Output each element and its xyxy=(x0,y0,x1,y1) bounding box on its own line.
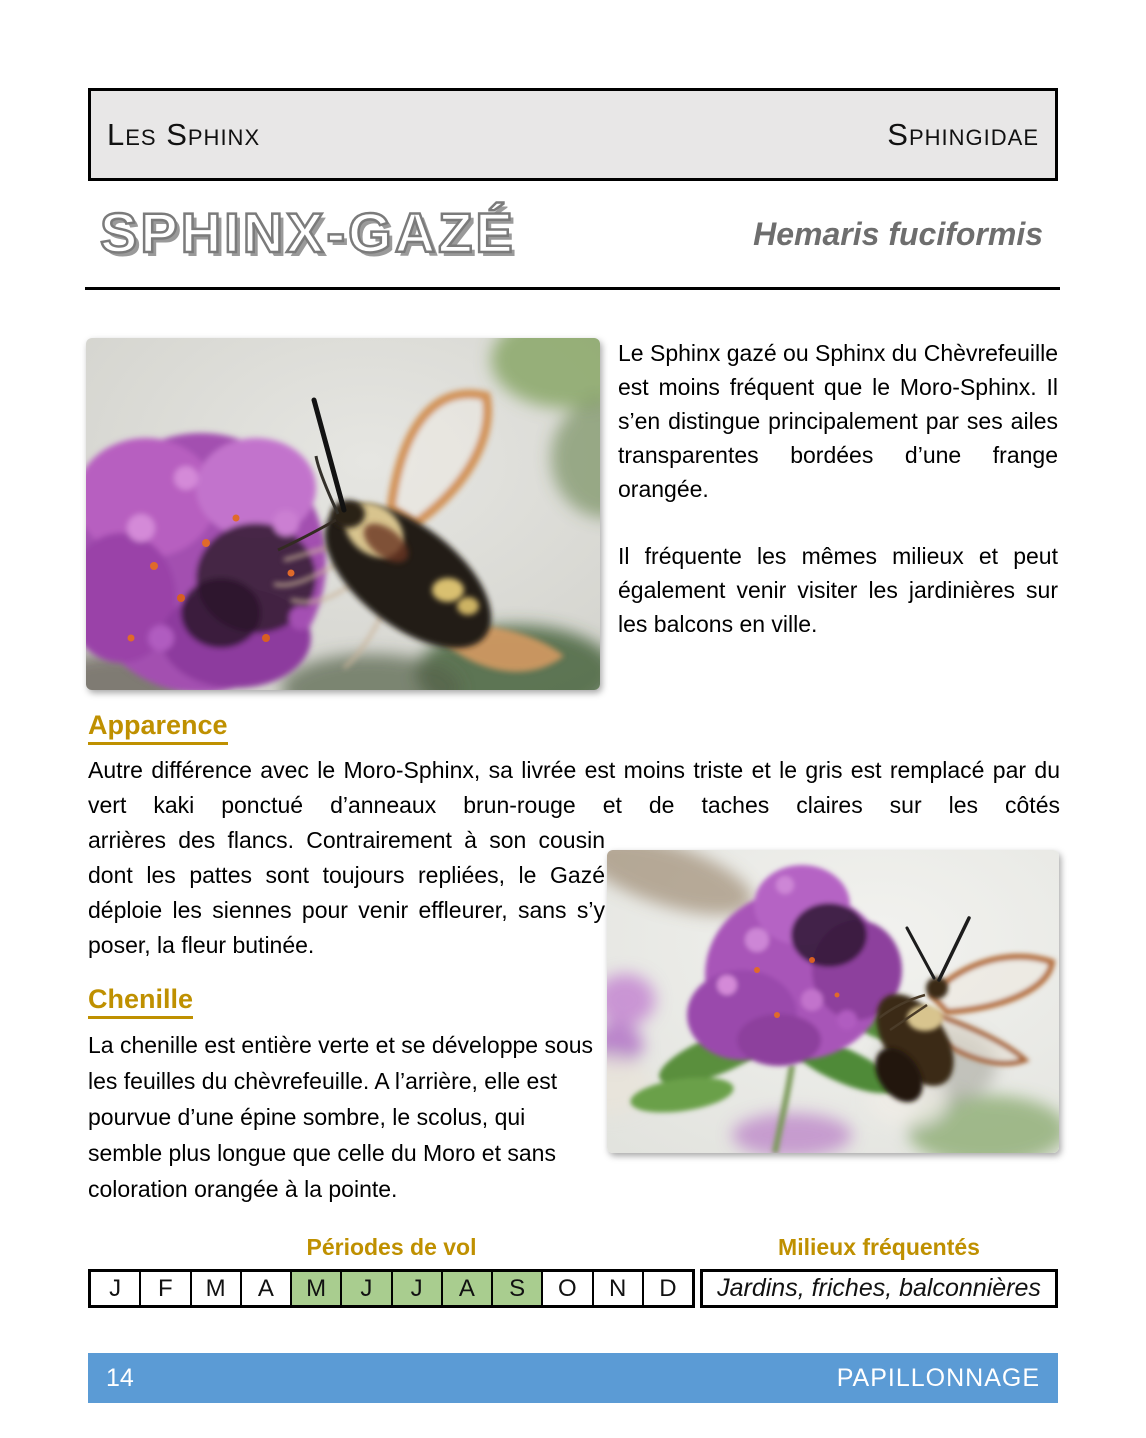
apparence-heading: Apparence xyxy=(88,710,228,745)
month-cell-dec: D xyxy=(659,1274,677,1302)
month-cell-sep: S xyxy=(493,1272,543,1305)
month-cell-jan: J xyxy=(91,1272,141,1305)
month-cell-mar: M xyxy=(192,1272,242,1305)
title-divider xyxy=(85,287,1060,290)
month-cell-aug: A xyxy=(443,1272,493,1305)
page-title: SPHINX-GAZÉ xyxy=(100,201,516,264)
apparence-paragraph-wrap: arrières des flancs. Contrairement à son cousin dont les pattes sont toujours repliées, le Gazé déploie les siennes pour venir effleurer, sans s’y poser, la fleur butinée. xyxy=(88,827,605,958)
month-cell-oct: O xyxy=(543,1272,593,1305)
footer-bar xyxy=(88,1353,1058,1403)
family-name-latin: Sphingidae xyxy=(887,116,1039,152)
publication-name: PAPILLONNAGE xyxy=(836,1363,1040,1392)
month-cell-may: M xyxy=(292,1272,342,1305)
section-chenille xyxy=(88,984,605,1207)
intro-paragraph-1: Le Sphinx gazé ou Sphinx du Chèvrefeuille est moins fréquent que le Moro-Sphinx. Il s’en distingue principalement par ses ailes transparentes bordées d’une frange orangée. xyxy=(618,340,1058,502)
habitat-value-cell: Jardins, friches, balconnières xyxy=(700,1269,1058,1308)
photo-moth-spread-wings-art xyxy=(607,850,1059,1153)
photo-moth-feeding-closeup xyxy=(86,338,600,690)
intro-paragraph-2: Il fréquente les mêmes milieux et peut également venir visiter les jardinières sur les balcons en ville. xyxy=(618,543,1058,637)
flight-period-label: Périodes de vol xyxy=(306,1234,477,1260)
intro-text xyxy=(618,336,1058,641)
chenille-heading: Chenille xyxy=(88,984,193,1019)
month-cell-nov: N xyxy=(594,1272,644,1305)
month-cell-feb: F xyxy=(141,1272,191,1305)
month-cell-apr: A xyxy=(242,1272,292,1305)
species-latin-name: Hemaris fuciformis xyxy=(753,216,1043,252)
flight-months-table xyxy=(88,1269,695,1308)
header-band xyxy=(88,88,1058,181)
photo-moth-feeding-closeup-art xyxy=(86,338,600,690)
photo-moth-spread-wings xyxy=(607,850,1059,1153)
chenille-paragraph: La chenille est entière verte et se développe sous les feuilles du chèvrefeuille. A l’arrière, elle est pourvue d’une épine sombre, le scolus, qui semble plus longue que celle du Moro et sans coloration orangée à la pointe. xyxy=(88,1032,594,1202)
month-cell-jun: J xyxy=(342,1272,392,1305)
apparence-paragraph-full: Autre différence avec le Moro-Sphinx, sa livrée est moins triste et le gris est remplacé par du vert kaki ponctué d’anneaux brun-rouge et de taches claires sur les côtés xyxy=(88,757,1060,818)
month-cell-jul: J xyxy=(393,1272,443,1305)
page-number: 14 xyxy=(106,1363,134,1392)
family-name-french: Les Sphinx xyxy=(107,116,261,152)
habitat-label: Milieux fréquentés xyxy=(778,1234,980,1260)
